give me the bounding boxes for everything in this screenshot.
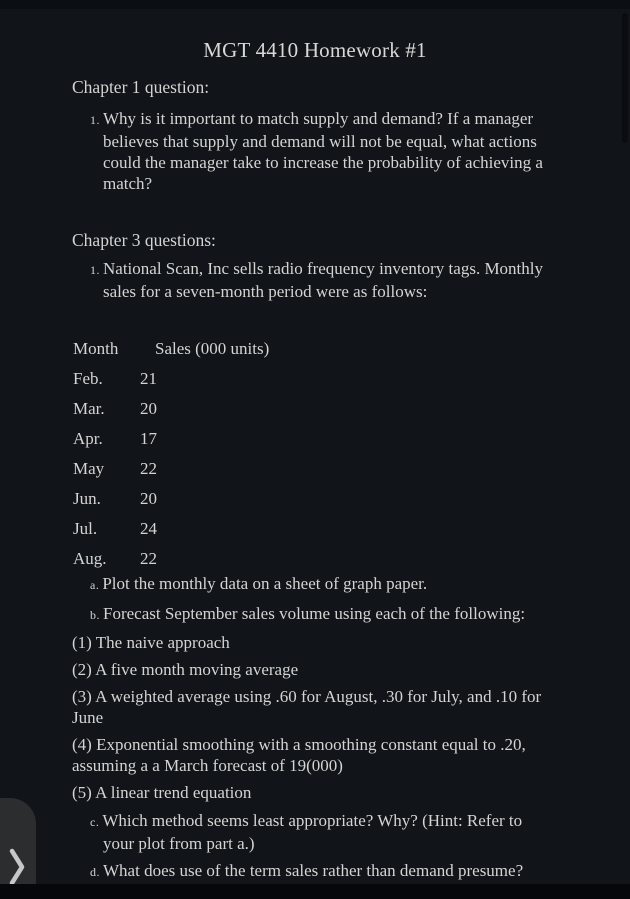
part-text: Plot the monthly data on a sheet of graph paper.	[102, 574, 428, 593]
chapter3-heading: Chapter 3 questions:	[72, 230, 216, 250]
method-4: (4) Exponential smoothing with a smoothing constant equal to .20, assuming a a March forecast of 19(000)	[72, 735, 526, 775]
chapter1-question-1	[90, 108, 561, 194]
sales-cell: 20	[140, 489, 157, 508]
list-marker: a.	[90, 578, 100, 592]
part-text: Which method seems least appropriate? Why? (Hint: Refer to your plot from part a.)	[102, 811, 523, 853]
part-a	[90, 573, 630, 596]
chapter1-heading: Chapter 1 question:	[72, 77, 210, 97]
month-cell: Apr.	[73, 429, 103, 448]
table-row	[73, 368, 630, 389]
part-text: Forecast September sales volume using each of the following:	[103, 604, 526, 623]
next-page-button[interactable]	[0, 798, 36, 892]
part-b	[90, 603, 630, 626]
sales-table	[73, 338, 630, 569]
month-cell: Feb.	[73, 369, 103, 388]
table-row	[73, 458, 630, 479]
list-marker: c.	[90, 815, 100, 829]
list-marker: d.	[90, 865, 100, 879]
sales-cell: 22	[140, 549, 157, 568]
table-row	[73, 428, 630, 449]
part-text: What does use of the term sales rather than demand presume?	[103, 861, 524, 880]
part-c	[90, 810, 538, 854]
part-d	[90, 860, 630, 883]
sales-cell: 20	[140, 399, 157, 418]
method-3: (3) A weighted average using .60 for August, .30 for July, and .10 for June	[72, 687, 542, 727]
document-page	[0, 9, 630, 884]
table-row	[73, 398, 630, 419]
bottom-letterbox	[0, 884, 630, 899]
top-letterbox	[0, 0, 630, 9]
page-title: MGT 4410 Homework #1	[203, 38, 427, 62]
sales-cell: 21	[140, 369, 157, 388]
sales-cell: 22	[140, 459, 157, 478]
scrollbar-thumb[interactable]	[622, 13, 628, 143]
table-row	[73, 488, 630, 509]
method-1: (1) The naive approach	[72, 633, 230, 652]
month-cell: Aug.	[73, 549, 107, 568]
sales-cell: 17	[140, 429, 157, 448]
month-cell: Mar.	[73, 399, 105, 418]
table-row	[73, 548, 630, 569]
question-text: National Scan, Inc sells radio frequency inventory tags. Monthly sales for a seven-month period were as follows:	[103, 259, 543, 301]
sales-cell: 24	[140, 519, 157, 538]
month-cell: Jun.	[73, 489, 101, 508]
month-cell: Jul.	[73, 519, 98, 538]
question-text: Why is it important to match supply and demand? If a manager believes that supply and demand will not be equal, what actions could the manager take to increase the probability of achieving a match?	[103, 109, 543, 193]
month-cell: May	[73, 459, 105, 478]
list-marker: 1.	[90, 113, 100, 127]
table-row	[73, 518, 630, 539]
method-2: (2) A five month moving average	[72, 660, 299, 679]
column-header-sales: Sales (000 units)	[155, 339, 270, 358]
chapter3-question-1	[90, 258, 555, 302]
column-header-month: Month	[73, 339, 119, 358]
method-5: (5) A linear trend equation	[72, 783, 252, 802]
table-header-row	[73, 338, 630, 359]
list-marker: b.	[90, 608, 100, 622]
list-marker: 1.	[90, 263, 100, 277]
